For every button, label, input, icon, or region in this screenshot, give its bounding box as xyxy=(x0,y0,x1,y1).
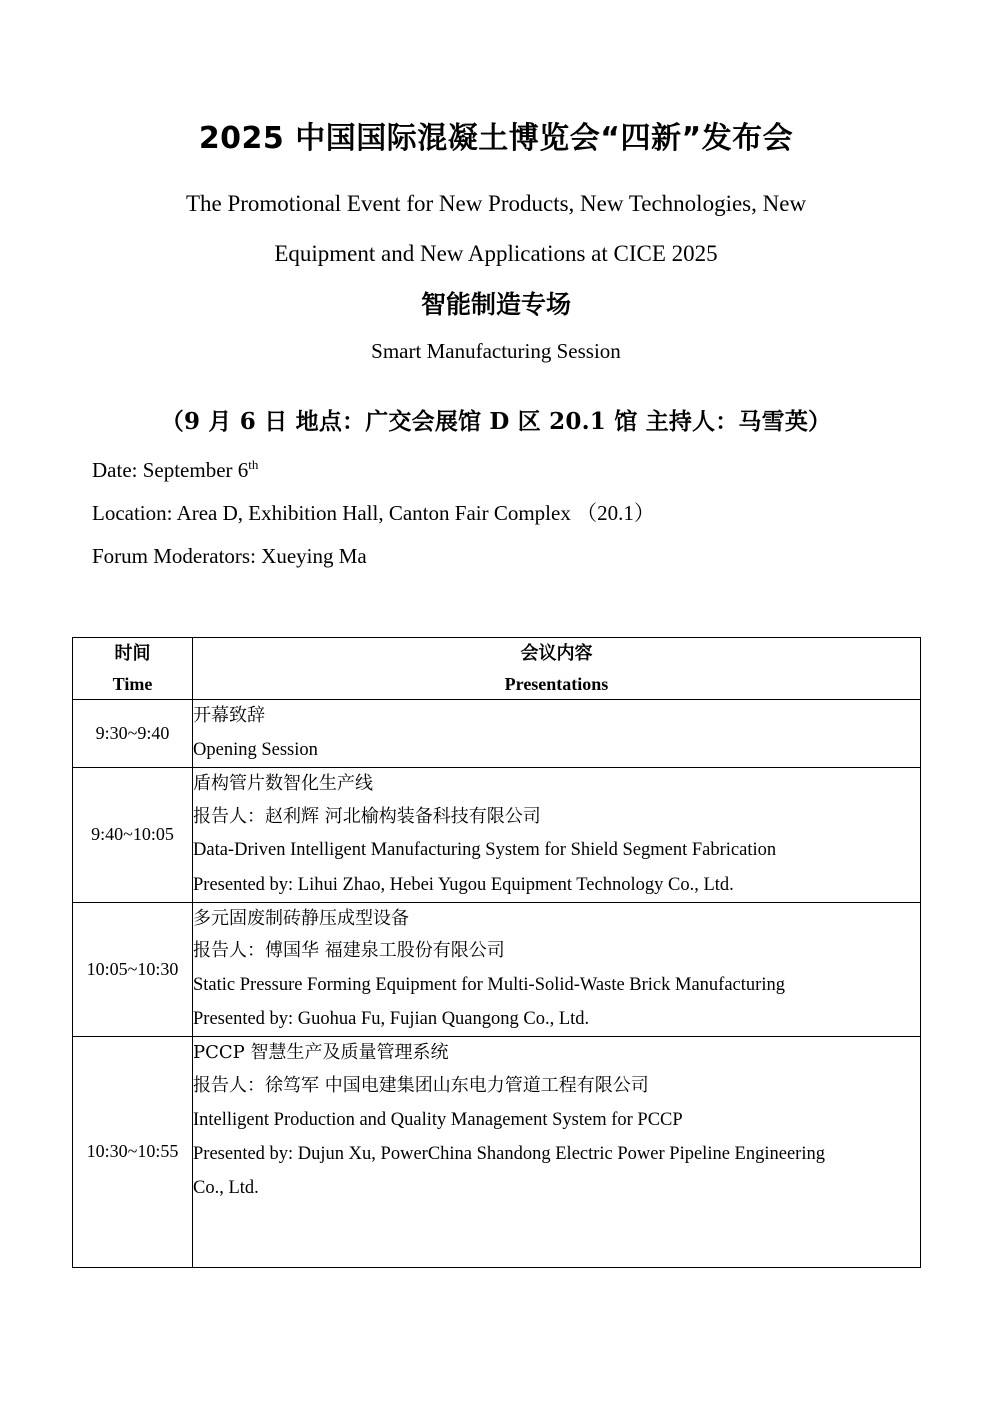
table-header-row xyxy=(73,638,921,700)
column-header-presentations-english: Presentations xyxy=(504,673,609,694)
table-row xyxy=(73,1037,921,1268)
column-header-presentations-chinese: 会议内容 xyxy=(520,643,593,664)
column-header-time xyxy=(73,638,193,700)
session-content xyxy=(193,700,921,768)
page-title-english-line1: The Promotional Event for New Products, New Technologies, New xyxy=(185,190,807,216)
session-time: 10:05~10:30 xyxy=(73,902,193,1037)
session-subtitle-english: Smart Manufacturing Session xyxy=(371,339,621,363)
session-line-chinese: 报告人：赵利辉 河北榆构装备科技有限公司 xyxy=(193,805,541,827)
event-details-chinese: （9 月 6 日 地点：广交会展馆 D 区 20.1 馆 主持人：马雪英） xyxy=(160,408,832,436)
session-time: 10:30~10:55 xyxy=(73,1037,193,1268)
session-line-chinese: 报告人：傅国华 福建泉工股份有限公司 xyxy=(193,940,505,962)
session-content xyxy=(193,767,921,902)
session-time: 9:40~10:05 xyxy=(73,767,193,902)
session-line-english: Data-Driven Intelligent Manufacturing System for Shield Segment Fabrication xyxy=(193,840,777,861)
session-line-chinese: 报告人：徐笃军 中国电建集团山东电力管道工程有限公司 xyxy=(193,1074,649,1096)
table-row xyxy=(73,902,921,1037)
table-row xyxy=(73,700,921,768)
event-location: Location: Area D, Exhibition Hall, Canton Fair Complex （20.1） xyxy=(92,501,655,526)
session-content xyxy=(193,902,921,1037)
session-line-chinese: 开幕致辞 xyxy=(193,705,265,727)
session-content xyxy=(193,1037,921,1268)
session-line-english: Presented by: Lihui Zhao, Hebei Yugou Equipment Technology Co., Ltd. xyxy=(193,874,734,895)
session-time: 9:30~9:40 xyxy=(73,700,193,768)
schedule-table-body xyxy=(73,700,921,1268)
session-line-english: Opening Session xyxy=(193,739,318,760)
table-row xyxy=(73,767,921,902)
session-line-chinese: 盾构管片数智化生产线 xyxy=(193,772,373,794)
session-line-english: Presented by: Guohua Fu, Fujian Quangong Co., Ltd. xyxy=(193,1009,590,1030)
column-header-presentations xyxy=(193,638,921,700)
session-line-english: Co., Ltd. xyxy=(193,1177,259,1198)
session-subtitle-chinese: 智能制造专场 xyxy=(420,289,571,319)
column-header-time-chinese: 时间 xyxy=(114,643,151,664)
session-line-chinese: PCCP 智慧生产及质量管理系统 xyxy=(193,1042,449,1064)
session-line-english: Static Pressure Forming Equipment for Multi-Solid-Waste Brick Manufacturing xyxy=(193,975,785,996)
page-title-chinese: 2025 中国国际混凝土博览会“四新”发布会 xyxy=(198,121,794,156)
session-line-english: Intelligent Production and Quality Management System for PCCP xyxy=(193,1109,683,1130)
event-details-english xyxy=(0,434,992,567)
session-line-english: Presented by: Dujun Xu, PowerChina Shandong Electric Power Pipeline Engineering xyxy=(193,1143,825,1164)
event-date-text: Date: September 6 xyxy=(92,458,249,483)
schedule-table-wrapper xyxy=(72,637,920,1268)
event-date xyxy=(92,457,992,483)
schedule-table xyxy=(72,637,921,1268)
date-ordinal-suffix: th xyxy=(248,457,259,473)
event-moderators: Forum Moderators: Xueying Ma xyxy=(92,544,367,569)
page-title-english-line2: Equipment and New Applications at CICE 2025 xyxy=(274,240,718,266)
session-line-chinese: 多元固废制砖静压成型设备 xyxy=(193,907,409,929)
column-header-time-english: Time xyxy=(112,673,153,694)
